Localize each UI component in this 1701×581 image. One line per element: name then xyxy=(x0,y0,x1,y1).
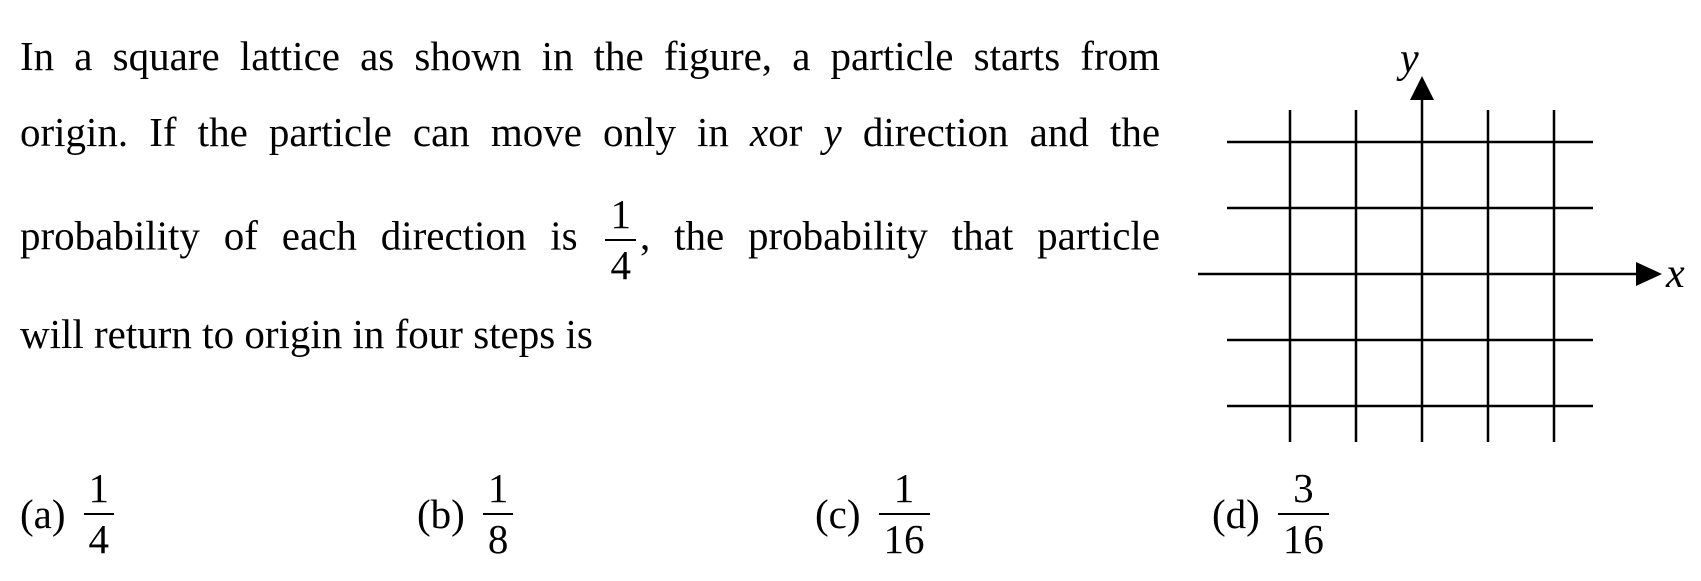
option-d-letter: (d) xyxy=(1212,491,1260,537)
option-b-denominator: 8 xyxy=(483,513,514,560)
probability-denominator: 4 xyxy=(605,239,636,286)
question-line-3-start: probability of each direction is xyxy=(20,212,578,259)
question-line-2-end: direction and the xyxy=(862,109,1161,155)
option-c[interactable] xyxy=(815,465,934,562)
lattice-figure xyxy=(1190,40,1690,460)
option-a[interactable] xyxy=(20,465,118,562)
option-d-denominator: 16 xyxy=(1278,513,1329,560)
option-d-numerator: 3 xyxy=(1293,465,1314,511)
option-a-numerator: 1 xyxy=(88,465,110,511)
option-c-denominator: 16 xyxy=(879,513,930,560)
x-axis-label: x xyxy=(1666,251,1685,297)
y-variable: y xyxy=(823,109,842,155)
question-line-4: will return to origin in four steps is xyxy=(20,311,593,357)
option-b[interactable] xyxy=(417,465,517,562)
option-c-letter: (c) xyxy=(815,491,861,537)
option-a-letter: (a) xyxy=(20,491,66,537)
option-d-fraction xyxy=(1278,465,1329,562)
option-c-fraction xyxy=(879,465,930,562)
question-line-1: In a square lattice as shown in the figure, a particle starts from xyxy=(20,33,1160,79)
option-c-numerator: 1 xyxy=(893,465,915,511)
y-axis-label: y xyxy=(1400,40,1419,82)
option-b-fraction xyxy=(483,465,514,562)
option-b-numerator: 1 xyxy=(487,465,509,511)
probability-numerator: 1 xyxy=(610,191,631,237)
answer-options xyxy=(20,465,1420,578)
question-line-3 xyxy=(20,191,1161,288)
option-a-denominator: 4 xyxy=(84,513,115,560)
option-b-letter: (b) xyxy=(417,491,465,537)
question-line-2 xyxy=(20,109,1161,155)
probability-fraction xyxy=(605,191,636,288)
x-axis-arrowhead xyxy=(1636,262,1662,286)
option-a-fraction xyxy=(84,465,115,562)
question-line-3-end: , the probability that particle xyxy=(639,212,1161,259)
option-d[interactable] xyxy=(1212,465,1333,562)
question-line-2-start: origin. If the particle can move only in xyxy=(20,109,729,155)
x-variable: x xyxy=(750,109,769,155)
or-word: or xyxy=(768,109,803,155)
